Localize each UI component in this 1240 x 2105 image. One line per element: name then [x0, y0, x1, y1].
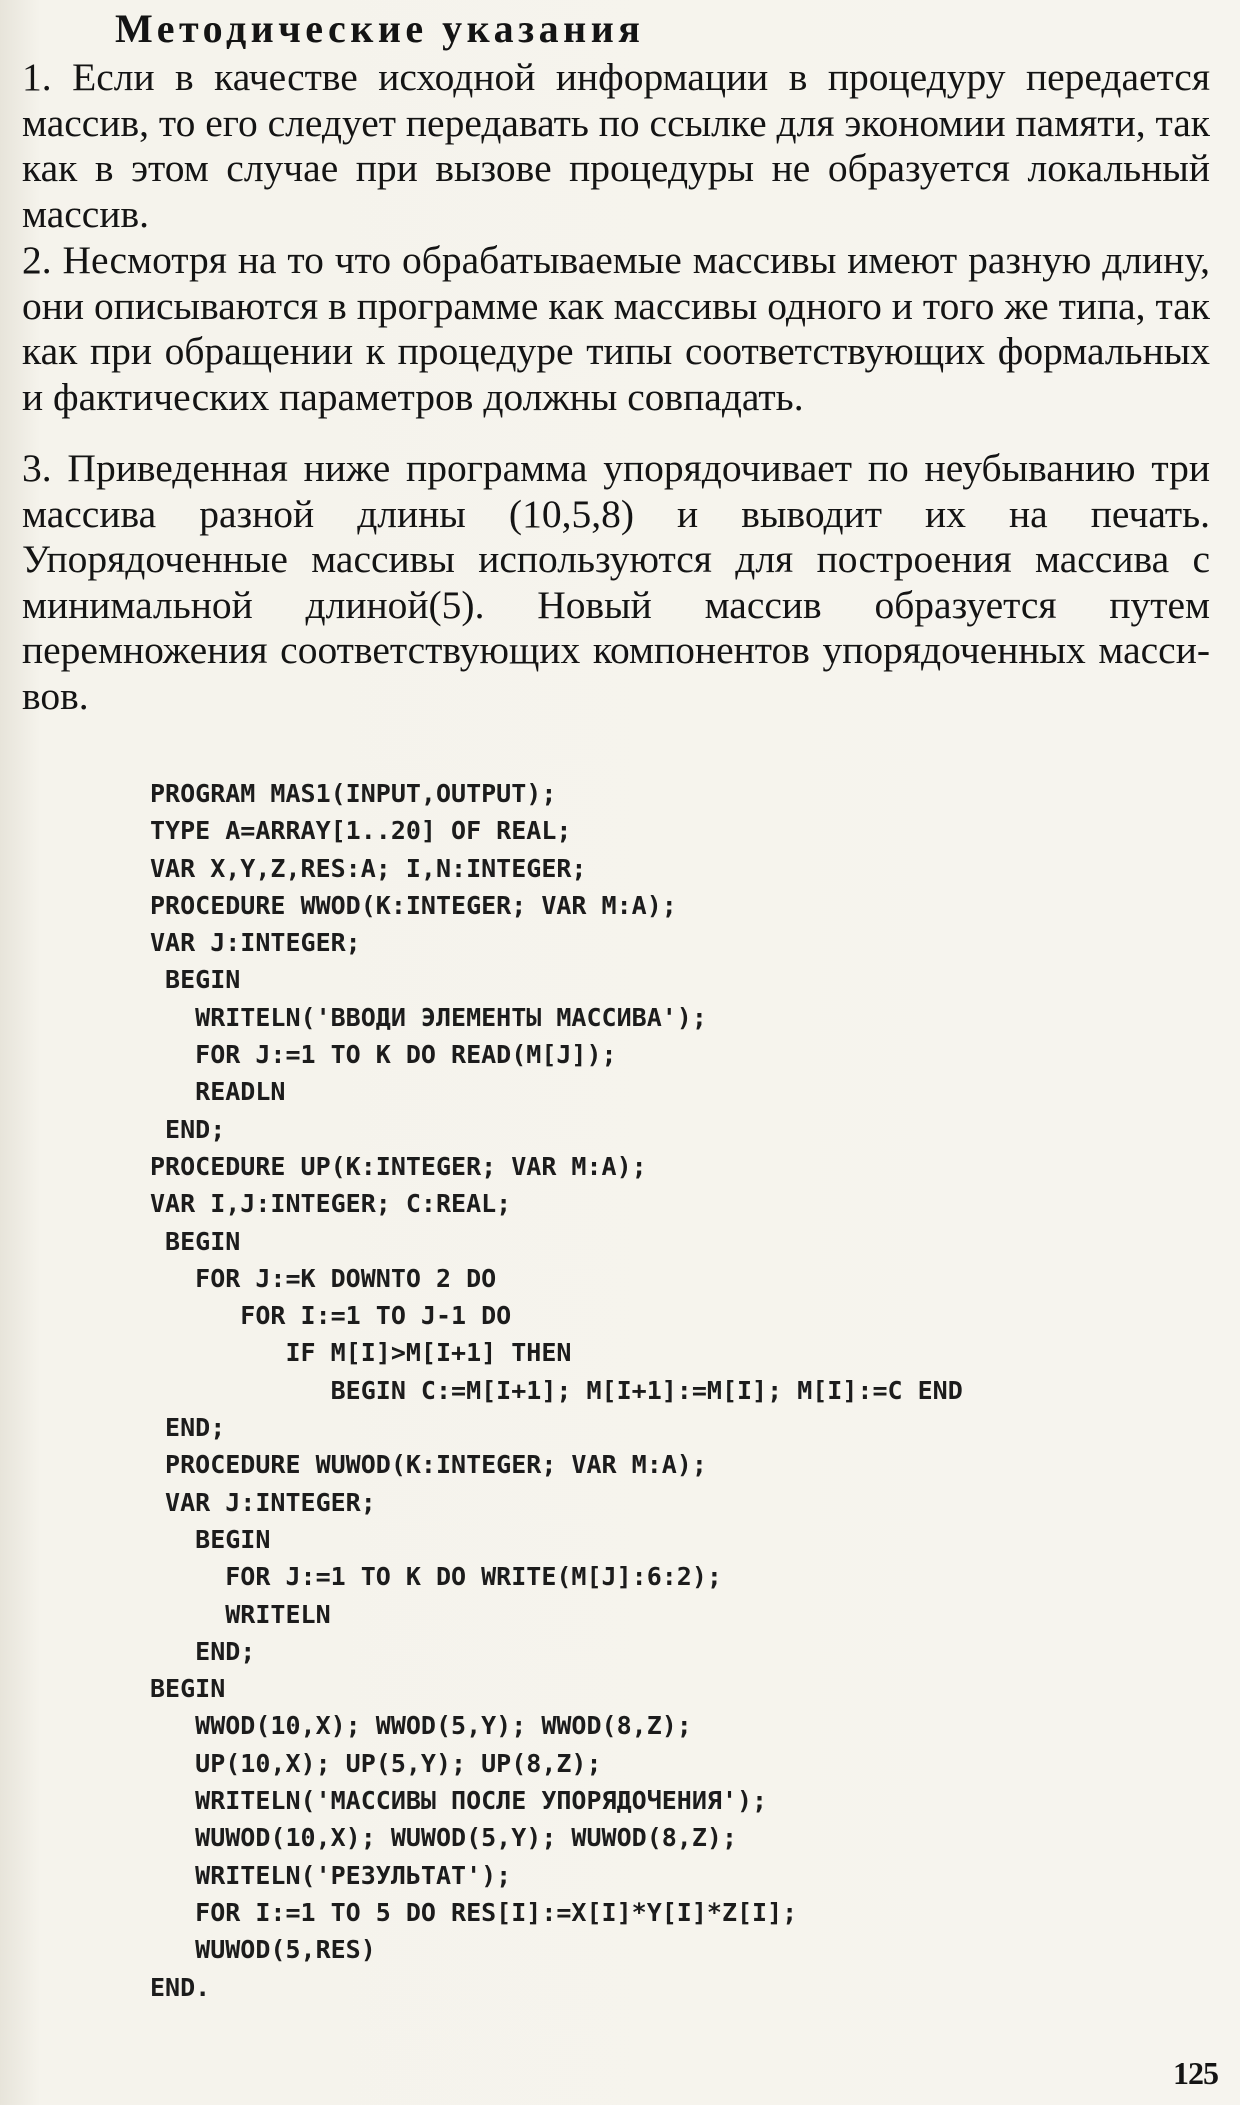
code-line: WRITELN('ВВОДИ ЭЛЕМЕНТЫ МАССИВА'); — [150, 1002, 707, 1032]
code-line: BEGIN — [150, 1524, 271, 1554]
code-line: VAR J:INTEGER; — [150, 1487, 376, 1517]
code-line: READLN — [150, 1077, 286, 1107]
code-line: END. — [150, 1972, 211, 2002]
code-line: FOR J:=1 TO K DO WRITE(M[J]:6:2); — [150, 1562, 722, 1592]
code-line: WWOD(10,X); WWOD(5,Y); WWOD(8,Z); — [150, 1711, 692, 1741]
pascal-program-listing — [150, 775, 963, 2006]
code-line: WRITELN — [150, 1599, 331, 1629]
code-line: BEGIN — [150, 1226, 241, 1256]
code-line: WRITELN('МАССИВЫ ПОСЛЕ УПОРЯДОЧЕНИЯ'); — [150, 1786, 768, 1816]
code-line: PROGRAM MAS1(INPUT,OUTPUT); — [150, 779, 557, 808]
code-line: PROCEDURE WWOD(K:INTEGER; VAR M:A); — [150, 890, 677, 920]
code-line: END; — [150, 1114, 226, 1144]
code-line: IF M[I]>M[I+1] THEN — [150, 1338, 572, 1368]
code-line: UP(10,X); UP(5,Y); UP(8,Z); — [150, 1748, 602, 1778]
code-line: VAR J:INTEGER; — [150, 928, 361, 958]
code-line: WRITELN('РЕЗУЛЬТАТ'); — [150, 1860, 512, 1890]
code-line: PROCEDURE WUWOD(K:INTEGER; VAR M:A); — [150, 1450, 707, 1480]
code-line: FOR J:=K DOWNTO 2 DO — [150, 1263, 497, 1293]
code-line: WUWOD(5,RES) — [150, 1935, 376, 1965]
code-line: TYPE A=ARRAY[1..20] OF REAL; — [150, 816, 572, 846]
code-line: BEGIN — [150, 965, 241, 995]
code-line: FOR I:=1 TO J-1 DO — [150, 1301, 512, 1331]
code-line: END; — [150, 1636, 256, 1666]
code-line: PROCEDURE UP(K:INTEGER; VAR M:A); — [150, 1151, 647, 1181]
guideline-paragraph-1: 1. Если в качестве исходной информации в процедуру передается массив, то его следует передавать по ссылке для экономии памяти, так как в этом случае при вызове процедуры не образуется локальный массив. — [22, 55, 1210, 236]
code-line: FOR J:=1 TO K DO READ(M[J]); — [150, 1040, 617, 1070]
code-line: WUWOD(10,X); WUWOD(5,Y); WUWOD(8,Z); — [150, 1823, 737, 1853]
code-line: BEGIN — [150, 1674, 226, 1704]
section-heading: Методические указания — [115, 6, 645, 51]
code-line: VAR X,Y,Z,RES:A; I,N:INTEGER; — [150, 853, 587, 883]
guideline-paragraph-3: 3. Приведенная ниже программа упорядочивает по неубыванию три массива разной длины (10,5,8) и выводит их на печать. Упорядоченные массивы используются для построения массива с минимальной длиной(5). Новый массив образуется путем перемножения соответствующих компонентов упорядоченных массивов. — [22, 446, 1210, 718]
guideline-paragraph-2: 2. Несмотря на то что обрабатываемые массивы имеют разную длину, они описываются в программе как массивы одного и того же типа, так как при обращении к процедуре типы соответствующих формальных и фактических параметров должны совпадать. — [22, 238, 1210, 419]
code-line: FOR I:=1 TO 5 DO RES[I]:=X[I]*Y[I]*Z[I]; — [150, 1897, 798, 1927]
code-line: VAR I,J:INTEGER; C:REAL; — [150, 1189, 512, 1219]
code-line: BEGIN C:=M[I+1]; M[I+1]:=M[I]; M[I]:=C END — [150, 1375, 963, 1405]
code-line: END; — [150, 1413, 226, 1443]
page-number: 125 — [1173, 2055, 1218, 2091]
